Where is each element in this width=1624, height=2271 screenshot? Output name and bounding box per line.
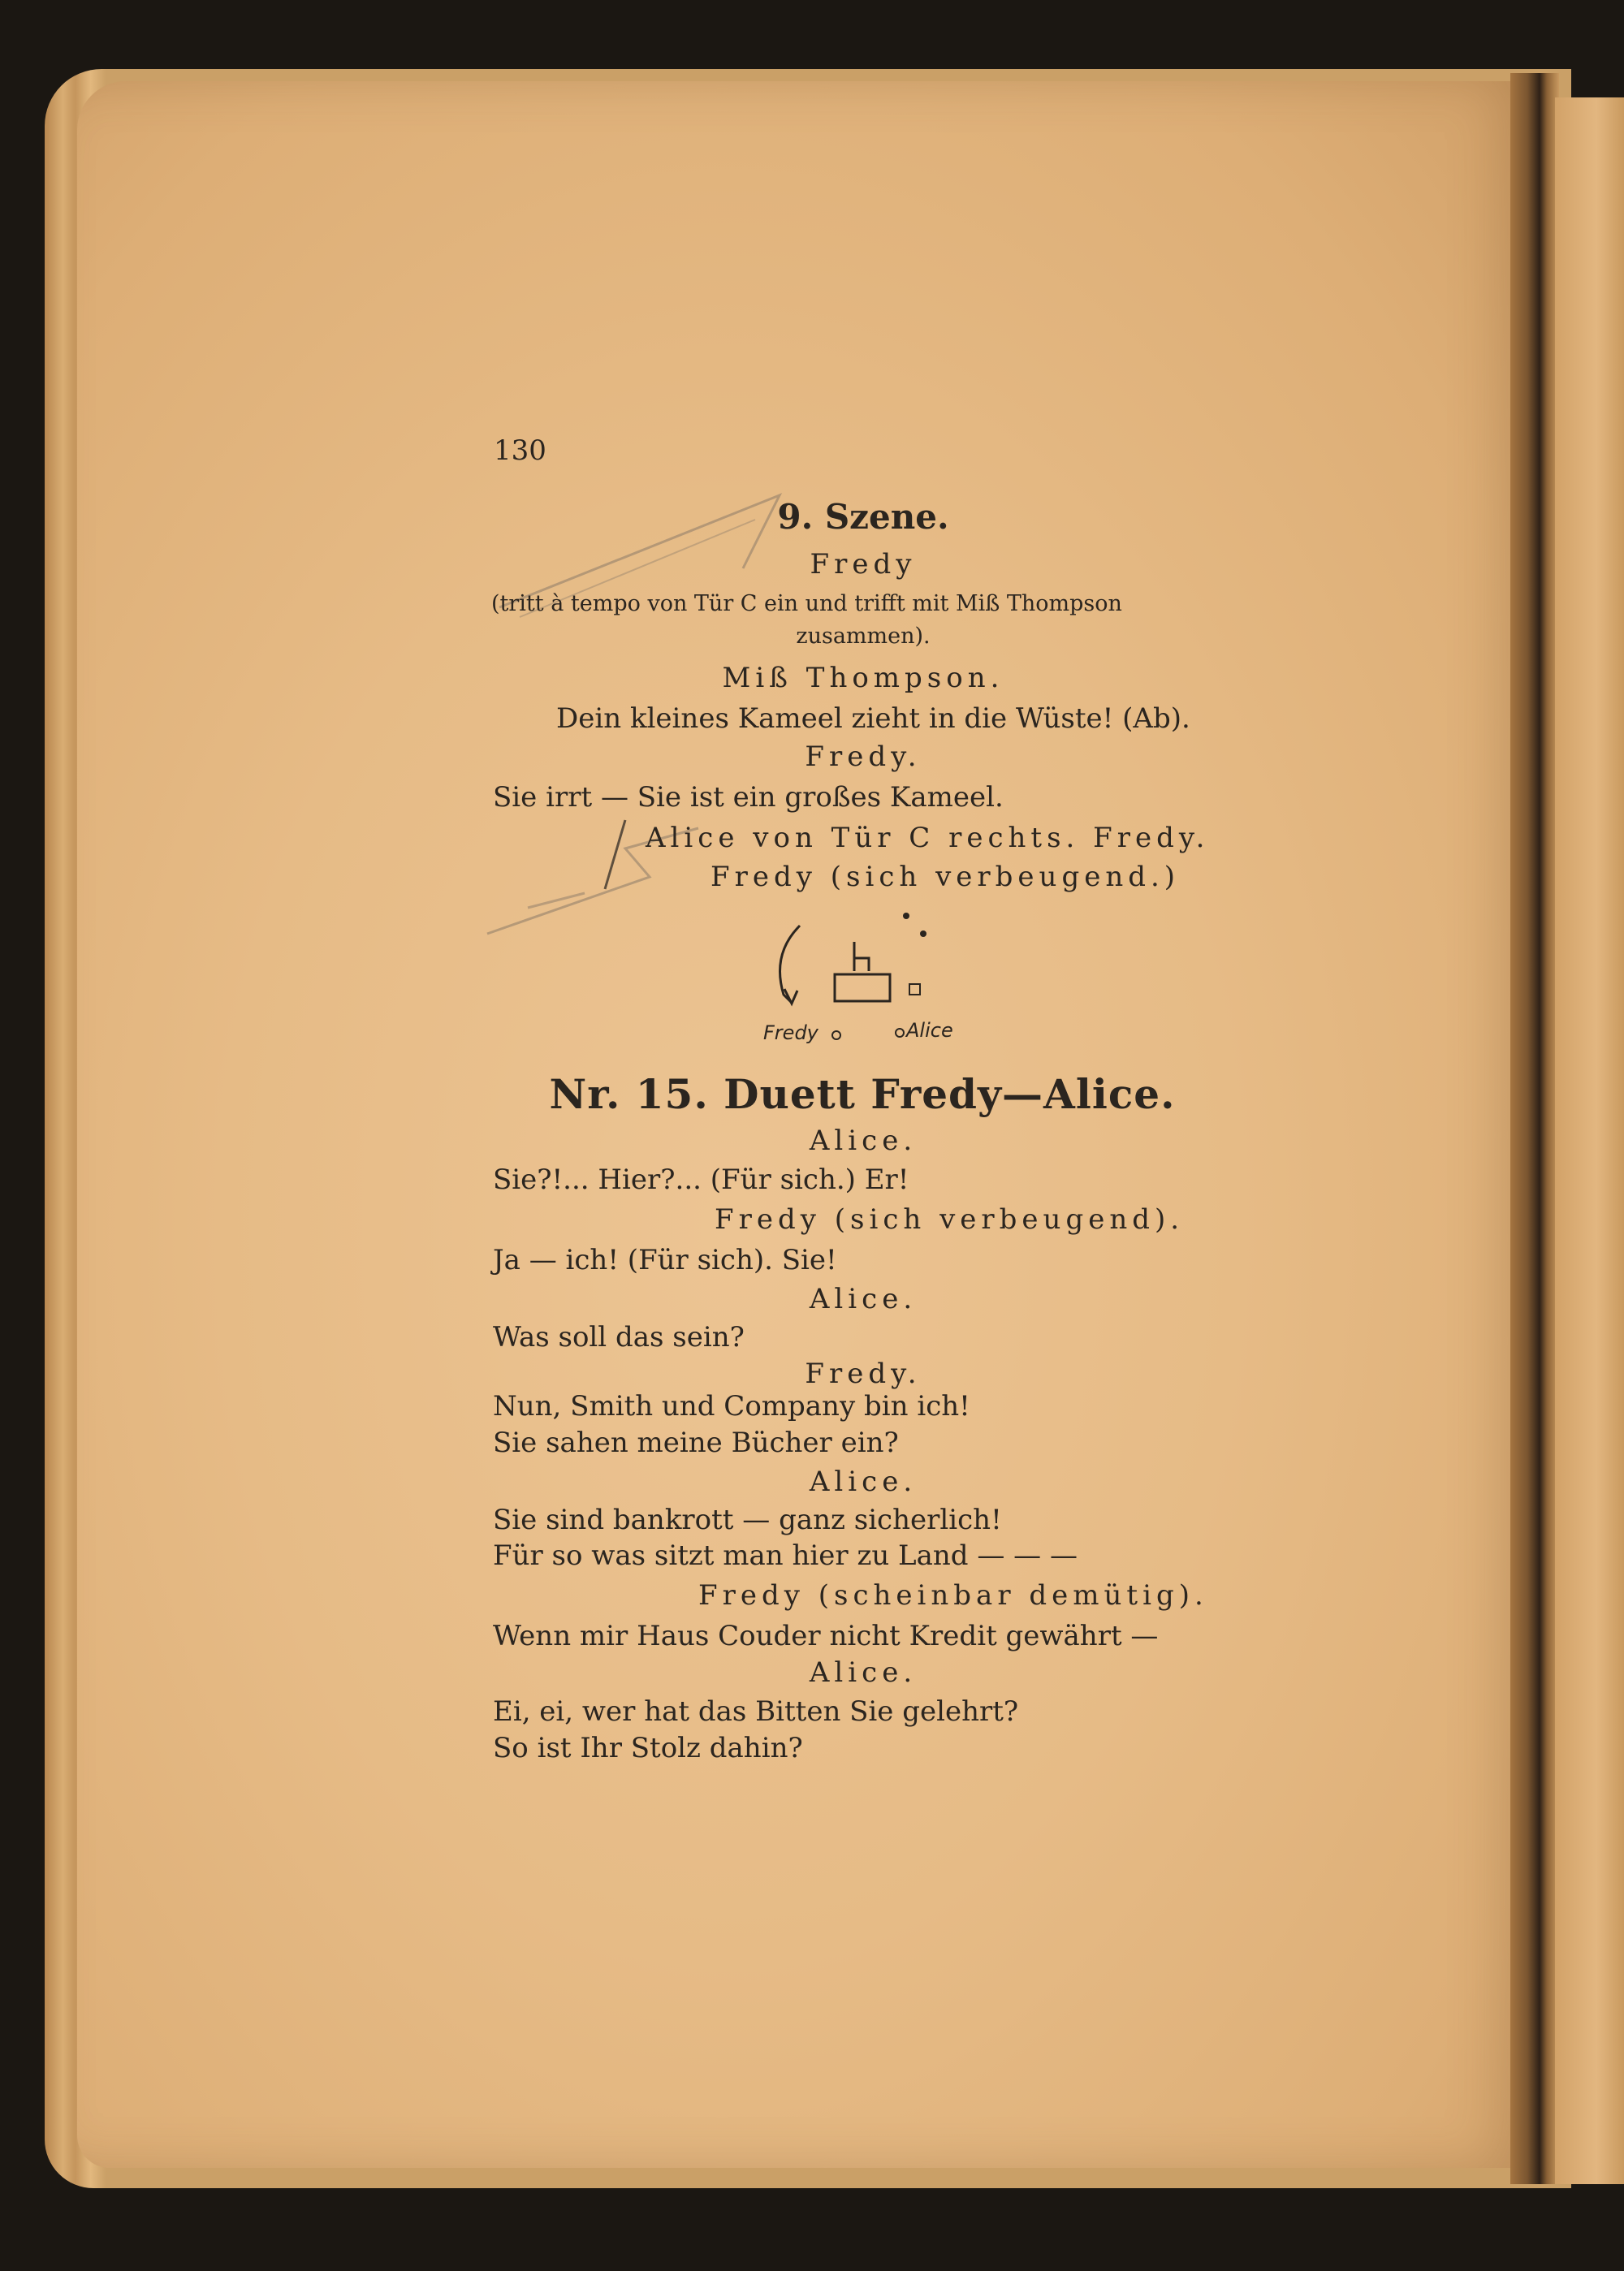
duet-role-fredy-1: Fredy (sich verbeugend).	[715, 1203, 1185, 1236]
duet-line-1: Sie?!... Hier?... (Für sich.) Er!	[493, 1164, 909, 1196]
scene-role-miss-thompson: Miß Thompson.	[722, 662, 1004, 694]
duet-line-10: So ist Ihr Stolz dahin?	[493, 1732, 803, 1764]
duet-line-4: Nun, Smith und Company bin ich!	[493, 1390, 970, 1423]
page-number: 130	[494, 434, 546, 467]
duet-role-alice-3: Alice.	[809, 1466, 918, 1498]
scene-line-1: Dein kleines Kameel zieht in die Wüste! (Ab).	[556, 702, 1190, 735]
scene-role-fredy-2: Fredy.	[805, 740, 922, 773]
duet-role-fredy-3: Fredy (scheinbar demütig).	[698, 1579, 1208, 1612]
duet-role-alice-4: Alice.	[809, 1656, 918, 1689]
duet-line-2: Ja — ich! (Für sich). Sie!	[493, 1244, 837, 1276]
scene-line-2: Sie irrt — Sie ist ein großes Kameel.	[493, 781, 1004, 814]
duet-line-8: Wenn mir Haus Couder nicht Kredit gewährt —	[493, 1620, 1159, 1652]
scene-role-fredy: Fredy	[810, 548, 917, 581]
duet-line-7: Für so was sitzt man hier zu Land — — —	[493, 1539, 1078, 1572]
duet-role-fredy-2: Fredy.	[805, 1358, 922, 1390]
diagram-label-alice: Alice	[906, 1019, 953, 1042]
scene-stage-direction: (tritt à tempo von Tür C ein und trifft mit Miß Thompson	[491, 591, 1122, 616]
duet-line-5: Sie sahen meine Bücher ein?	[493, 1427, 899, 1459]
duet-line-9: Ei, ei, wer hat das Bitten Sie gelehrt?	[493, 1695, 1019, 1728]
duet-title: Nr. 15. Duett Fredy—Alice.	[549, 1070, 1176, 1118]
scene-title: 9. Szene.	[777, 497, 949, 537]
diagram-label-fredy: Fredy	[763, 1021, 818, 1044]
duet-line-6: Sie sind bankrott — ganz sicherlich!	[493, 1504, 1002, 1536]
duet-line-3: Was soll das sein?	[493, 1321, 745, 1354]
scene-stage-direction-cont: zusammen).	[796, 624, 931, 649]
duet-role-alice-2: Alice.	[809, 1283, 918, 1315]
scene-role-alice-enters: Alice von Tür C rechts. Fredy.	[646, 822, 1210, 854]
duet-role-alice-1: Alice.	[809, 1125, 918, 1157]
scene-role-fredy-bowing: Fredy (sich verbeugend.)	[710, 861, 1181, 893]
